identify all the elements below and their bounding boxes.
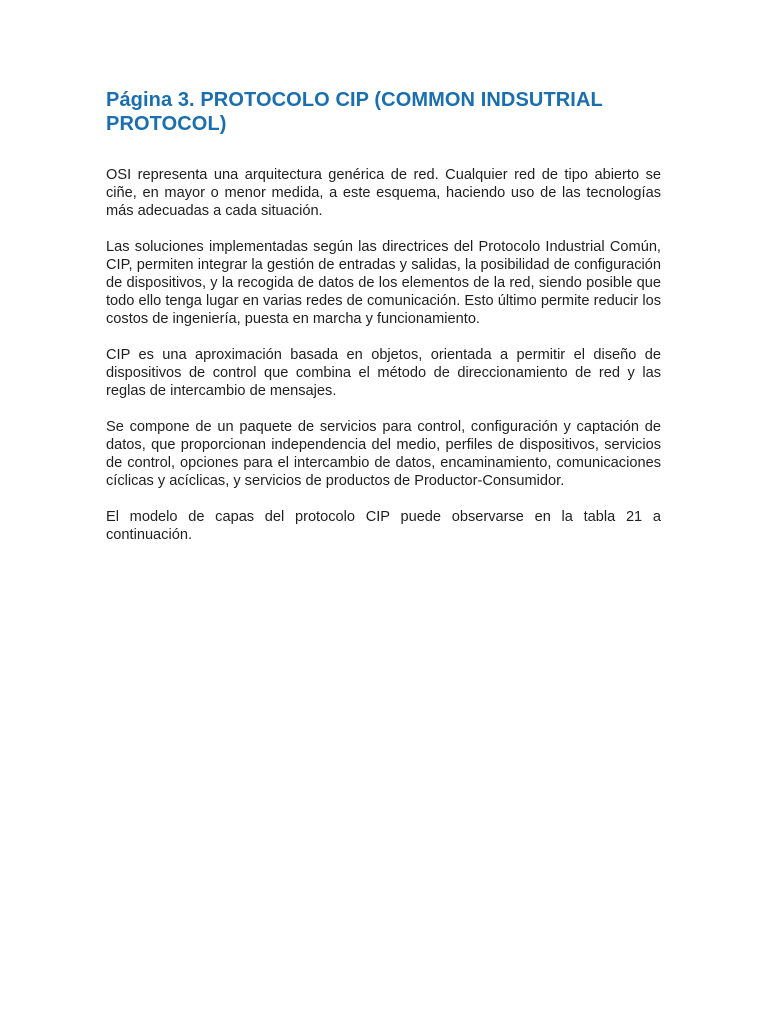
paragraph-osi: OSI representa una arquitectura genérica de red. Cualquier red de tipo abierto se ciñe, en mayor o menor medida, a este esquema, haciendo uso de las tecnologías más adecuadas a cada situación. <box>106 167 661 219</box>
page-content <box>106 88 661 562</box>
page-title: Página 3. PROTOCOLO CIP (COMMON INDSUTRIAL PROTOCOL) <box>106 89 603 135</box>
paragraph-servicios: Se compone de un paquete de servicios para control, configuración y captación de datos, que proporcionan independencia del medio, perfiles de dispositivos, servicios de control, opciones para el intercambio de datos, encaminamiento, comunicaciones cíclicas y acíclicas, y servicios de productos de Productor-Consumidor. <box>106 419 661 489</box>
paragraph-cip-objetos: CIP es una aproximación basada en objetos, orientada a permitir el diseño de dispositivos de control que combina el método de direccionamiento de red y las reglas de intercambio de mensajes. <box>106 347 661 399</box>
paragraph-soluciones: Las soluciones implementadas según las directrices del Protocolo Industrial Común, CIP, permiten integrar la gestión de entradas y salidas, la posibilidad de configuración de dispositivos, y la recogida de datos de los elementos de la red, siendo posible que todo ello tenga lugar en varias redes de comunicación. Esto último permite reducir los costos de ingeniería, puesta en marcha y funcionamiento. <box>106 239 661 327</box>
paragraph-modelo-capas: El modelo de capas del protocolo CIP puede observarse en la tabla 21 a continuación. <box>106 509 661 543</box>
body-text <box>106 166 661 544</box>
